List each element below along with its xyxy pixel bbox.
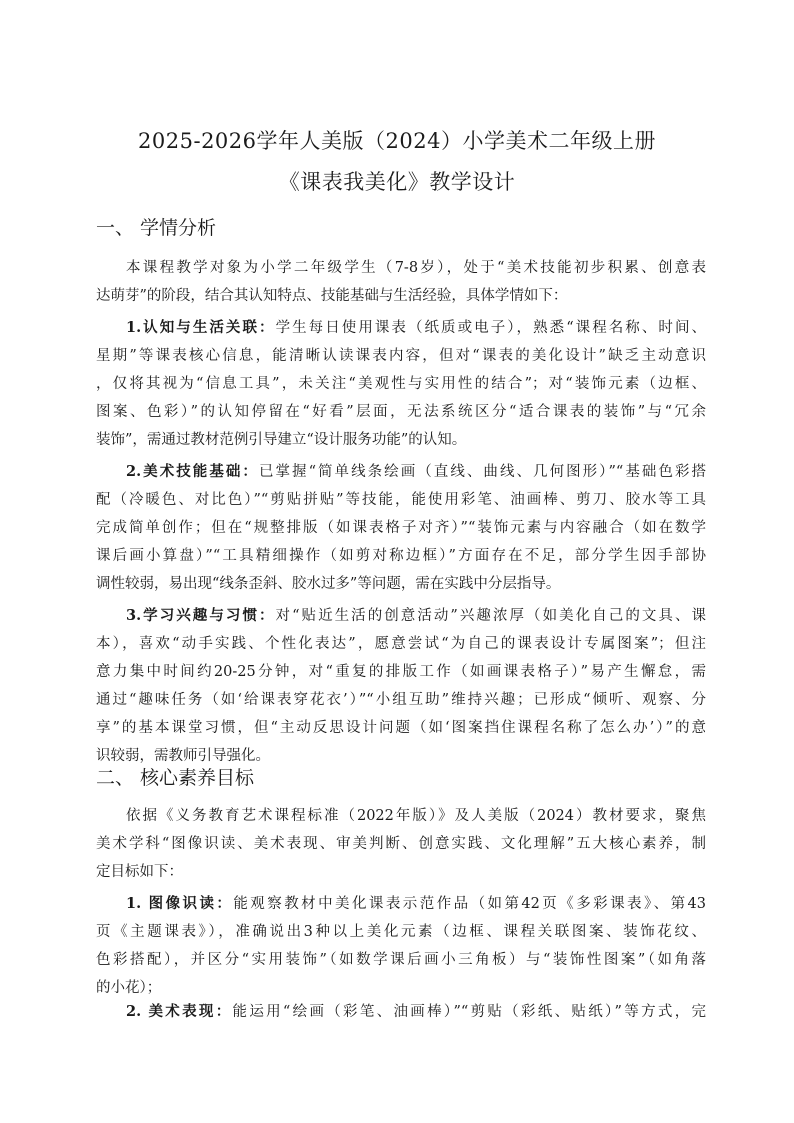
section2-item1-first-text: 能观察教材中美化课表示范作品（如第42页《多彩课表》、第43 xyxy=(233,896,706,912)
section1-item3-line5: 享”的基本课堂习惯，但“主动反思设计问题（如‘图案挡住课程名称了怎么办’）”的意 xyxy=(96,720,706,736)
section1-item1-line3: ，仅将其视为“信息工具”，未关注“美观性与实用性的结合”；对“装饰元素（边框、 xyxy=(96,376,706,392)
section2-intro-line3: 定目标如下： xyxy=(96,864,183,880)
section2-item1-first-line xyxy=(126,894,706,914)
section1-item3-first-line xyxy=(126,606,706,626)
section2-item1-line3: 色彩搭配），并区分“实用装饰”（如数学课后画小三角板）与“装饰性图案”（如角落 xyxy=(96,952,706,968)
section2-intro-line2: 美术学科“图像识读、美术表现、审美判断、创意实践、文化理解”五大核心素养，制 xyxy=(96,836,706,852)
section2-intro-line1: 依据《义务教育艺术课程标准（2022年版）》及人美版（2024）教材要求，聚焦 xyxy=(126,808,706,824)
section1-item2-line4: 课后画小算盘）”“工具精细操作（如剪对称边框）”方面存在不足，部分学生因手部协 xyxy=(96,548,706,564)
section2-item2-label: 2. 美术表现： xyxy=(126,1003,233,1020)
section1-intro-line1: 本课程教学对象为小学二年级学生（7-8岁），处于“美术技能初步积累、创意表 xyxy=(126,260,706,276)
section1-item3-line6: 识较弱，需教师引导强化。 xyxy=(96,748,270,764)
section2-item1-line4: 的小花）； xyxy=(96,980,162,996)
section1-item1-line2: 星期”等课表核心信息，能清晰认读课表内容，但对“课表的美化设计”缺乏主动意识 xyxy=(96,348,706,364)
section1-item2-first-line xyxy=(126,462,706,482)
section1-item2-line5: 调性较弱，易出现“线条歪斜、胶水过多”等问题，需在实践中分层指导。 xyxy=(96,576,561,592)
section1-intro-line2: 达萌芽”的阶段，结合其认知特点、技能基础与生活经验，具体学情如下： xyxy=(96,288,568,304)
section1-item3-line3: 意力集中时间约20-25分钟，对“重复的排版工作（如画课表格子）”易产生懈怠，需 xyxy=(96,664,706,680)
section2-item2-first-line xyxy=(126,1002,706,1022)
section2-item2-first-text: 能运用“绘画（彩笔、油画棒）”“剪贴（彩纸、贴纸）”等方式，完 xyxy=(232,1004,706,1020)
section1-item3-line4: 通过“趣味任务（如‘给课表穿花衣’）”“小组互助”维持兴趣；已形成“倾听、观察、分 xyxy=(96,692,706,708)
section1-item1-line4: 图案、色彩）”的认知停留在“好看”层面，无法系统区分“适合课表的装饰”与“冗余 xyxy=(96,404,706,420)
section1-item1-line5: 装饰”，需通过教材范例引导建立“设计服务功能”的认知。 xyxy=(96,432,467,448)
section1-item3-first-text: 对“贴近生活的创意活动”兴趣浓厚（如美化自己的文具、课 xyxy=(275,608,706,624)
section1-item2-label: 2.美术技能基础： xyxy=(126,463,259,480)
section1-item1-label: 1.认知与生活关联： xyxy=(126,319,276,336)
section1-item2-line2: 配（冷暖色、对比色）”“剪贴拼贴”等技能，能使用彩笔、油画棒、剪刀、胶水等工具 xyxy=(96,492,706,508)
section1-item1-first-text: 学生每日使用课表（纸质或电子），熟悉“课程名称、时间、 xyxy=(275,320,706,336)
section2-heading: 二、 核心素养目标 xyxy=(96,767,255,789)
section1-item3-label: 3.学习兴趣与习惯： xyxy=(126,607,276,624)
section1-item1-first-line xyxy=(126,318,706,338)
section1-item3-line2: 本），喜欢“动手实践、个性化表达”，愿意尝试“为自己的课表设计专属图案”；但注 xyxy=(96,636,706,652)
section1-item2-first-text: 已掌握“简单线条绘画（直线、曲线、几何图形）”“基础色彩搭 xyxy=(258,464,706,480)
section2-item1-line2: 页《主题课表》），准确说出3种以上美化元素（边框、课程关联图案、装饰花纹、 xyxy=(96,924,706,940)
section1-item2-line3: 完成简单创作；但在“规整排版（如课表格子对齐）”“装饰元素与内容融合（如在数学 xyxy=(96,520,706,536)
document-title-line1: 2025-2026学年人美版（2024）小学美术二年级上册 xyxy=(138,129,656,153)
document-title-line2: 《课表我美化》教学设计 xyxy=(278,170,516,194)
section2-item1-label: 1. 图像识读： xyxy=(126,895,234,912)
section1-heading: 一、 学情分析 xyxy=(96,217,217,239)
